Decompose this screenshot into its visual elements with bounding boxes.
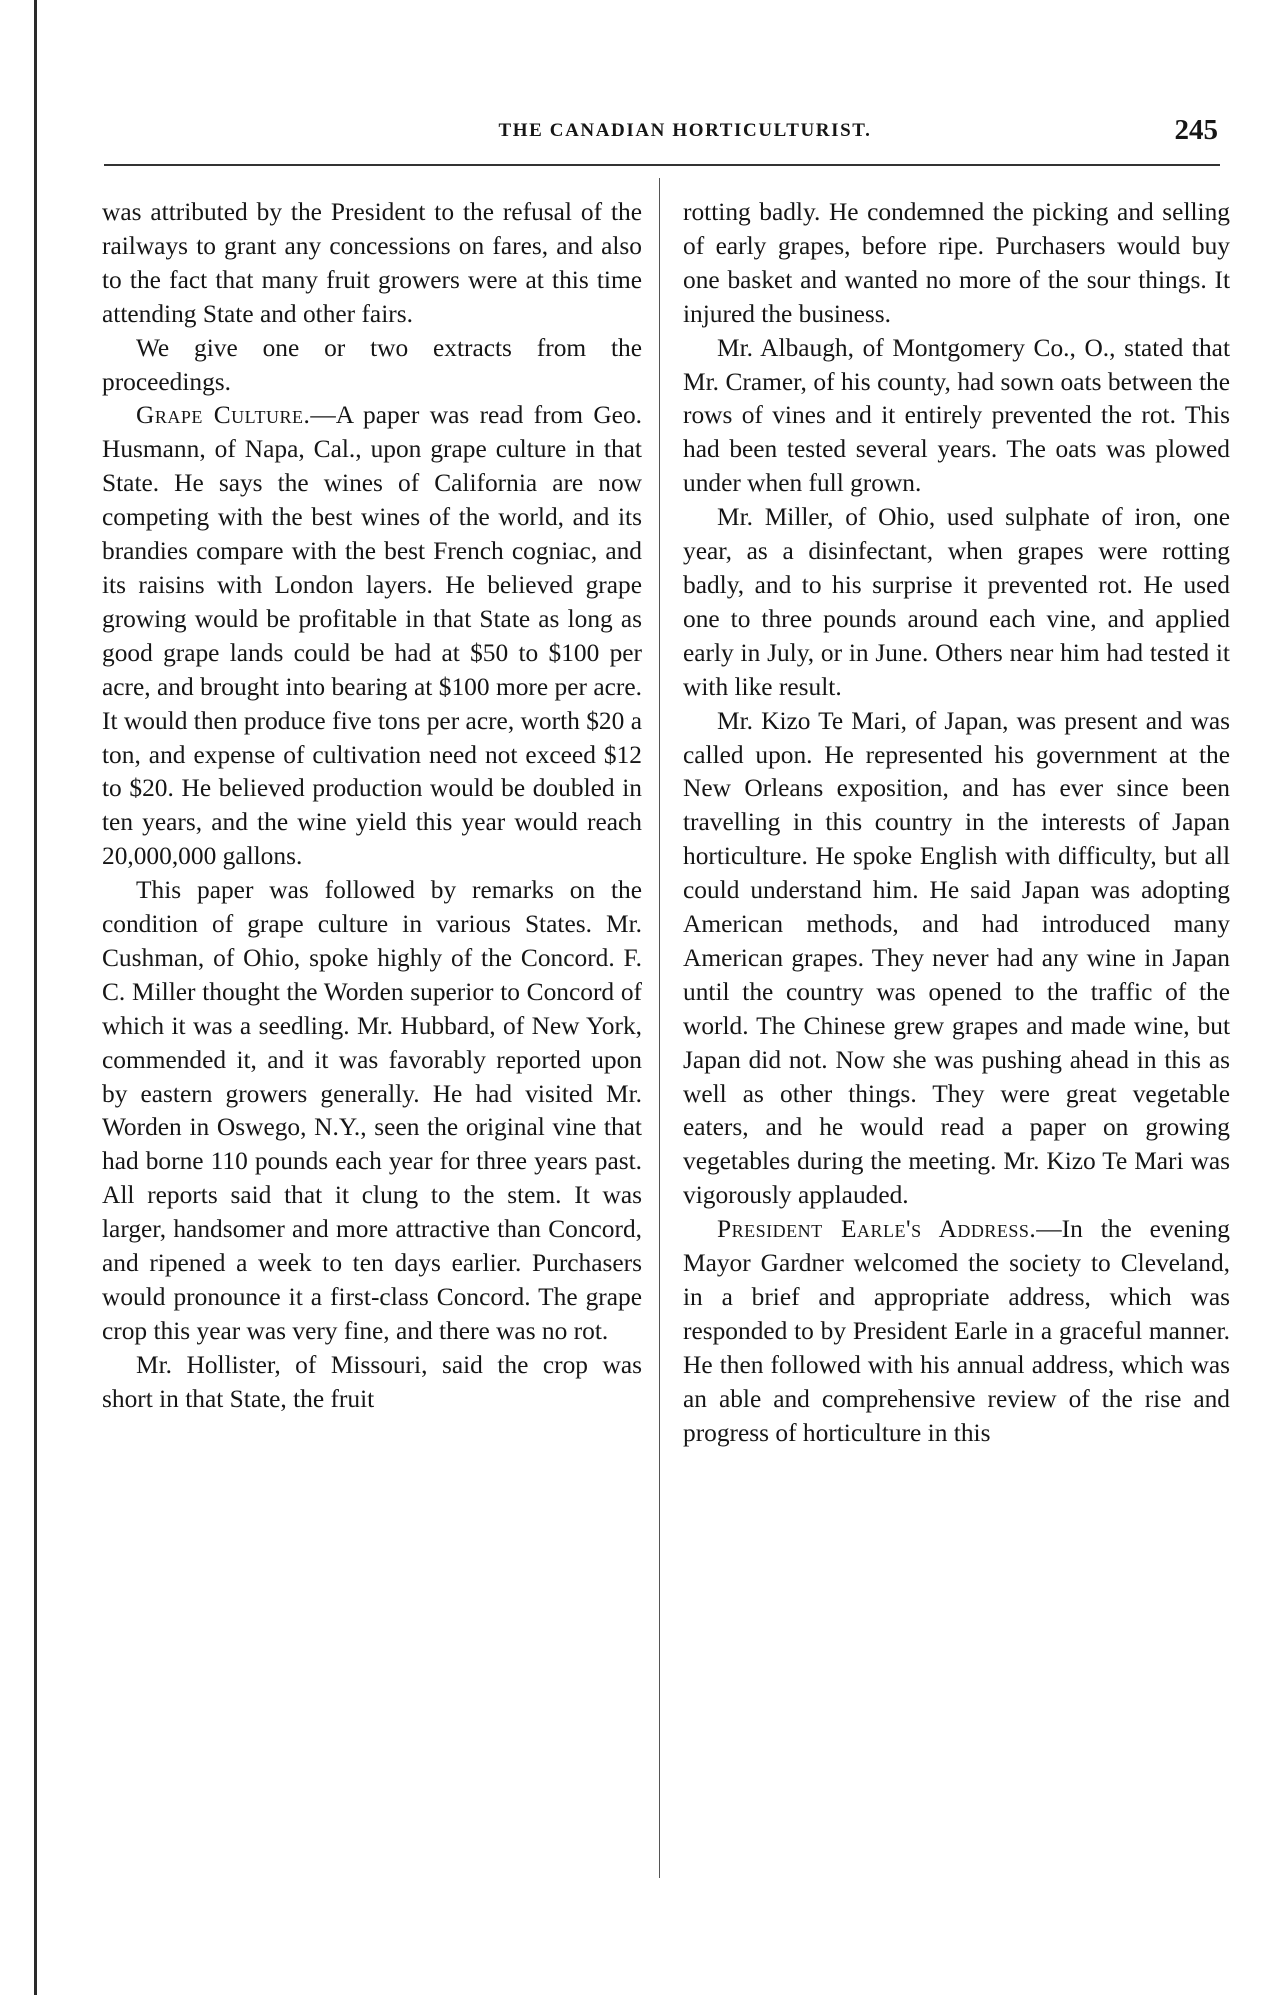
paragraph: Mr. Albaugh, of Montgomery Co., O., stated that Mr. Cramer, of his county, had sown oats between the rows of vines and it entirely prevented the rot. This had been tested several years. The oats was plowed under when full grown. [683,333,1230,498]
page-number: 245 [1174,114,1218,146]
paragraph: was attributed by the President to the refusal of the railways to grant any concessions on fares, and also to the fact that many fruit growers were at this time attending State and other fairs. [102,198,642,328]
paragraph [102,399,642,874]
header-rule [104,164,1220,166]
paragraph: rotting badly. He condemned the picking and selling of early grapes, before ripe. Purchasers would buy one basket and wanted no more of the sour things. It injured the business. [683,198,1230,328]
paragraph-body: —A paper was read from Geo. Husmann, of Napa, Cal., upon grape culture in that State. He says the wines of California are now competing with the best wines of the world, and its brandies compare with the best French cogniac, and its raisins with London layers. He believed grape growing would be profitable in that State as long as good grape lands could be had at $50 to $100 per acre, and brought into bearing at $100 more per acre. It would then produce five tons per acre, worth $20 a ton, and expense of cultivation need not exceed $12 to $20. He believed production would be doubled in ten years, and the wine yield this year would reach 20,000,000 gallons. [102,401,642,871]
page-header [100,114,1230,154]
paragraph: We give one or two extracts from the proceedings. [102,333,642,396]
running-title: THE CANADIAN HORTICULTURIST. [498,120,872,141]
paragraph: Mr. Hollister, of Missouri, said the crop was short in that State, the fruit [102,1350,642,1413]
left-column [102,196,642,1417]
page-edge-line [34,0,37,1995]
paragraph: Mr. Miller, of Ohio, used sulphate of iron, one year, as a disinfectant, when grapes were rotting badly, and to his surprise it prevented rot. He used one to three pounds around each vine, and applied early in July, or in June. Others near him had tested it with like result. [683,503,1230,701]
paragraph: This paper was followed by remarks on the condition of grape culture in various States. Mr. Cushman, of Ohio, spoke highly of the Concord. F. C. Miller thought the Worden superior to Concord of which it was a seedling. Mr. Hubbard, of New York, commended it, and it was favorably reported upon by eastern growers generally. He had visited Mr. Worden in Oswego, N.Y., seen the original vine that had borne 110 pounds each year for three years past. All reports said that it clung to the stem. It was larger, handsomer and more attractive than Concord, and ripened a week to ten days earlier. Purchasers would pronounce it a first-class Concord. The grape crop this year was very fine, and there was no rot. [102,876,642,1345]
column-divider [659,178,660,1878]
paragraph-body: —In the evening Mayor Gardner welcomed the society to Cleveland, in a brief and appropriate address, which was responded to by President Earle in a graceful manner. He then followed with his annual address, which was an able and comprehensive review of the rise and progress of horticulture in this [683,1215,1230,1447]
paragraph: Mr. Kizo Te Mari, of Japan, was present and was called upon. He represented his government at the New Orleans exposition, and has ever since been travelling in this country in the interests of Japan horticulture. He spoke English with difficulty, but all could understand him. He said Japan was adopting American methods, and had introduced many American grapes. They never had any wine in Japan until the country was opened to the traffic of the world. The Chinese grew grapes and made wine, but Japan did not. Now she was pushing ahead in this as well as other things. They were great vegetable eaters, and he would read a paper on growing vegetables during the meeting. Mr. Kizo Te Mari was vigorously applauded. [683,706,1230,1210]
section-heading: Grape Culture. [136,401,311,430]
section-heading: President Earle's Address. [717,1215,1037,1244]
right-column [683,196,1230,1451]
paragraph [683,1213,1230,1450]
